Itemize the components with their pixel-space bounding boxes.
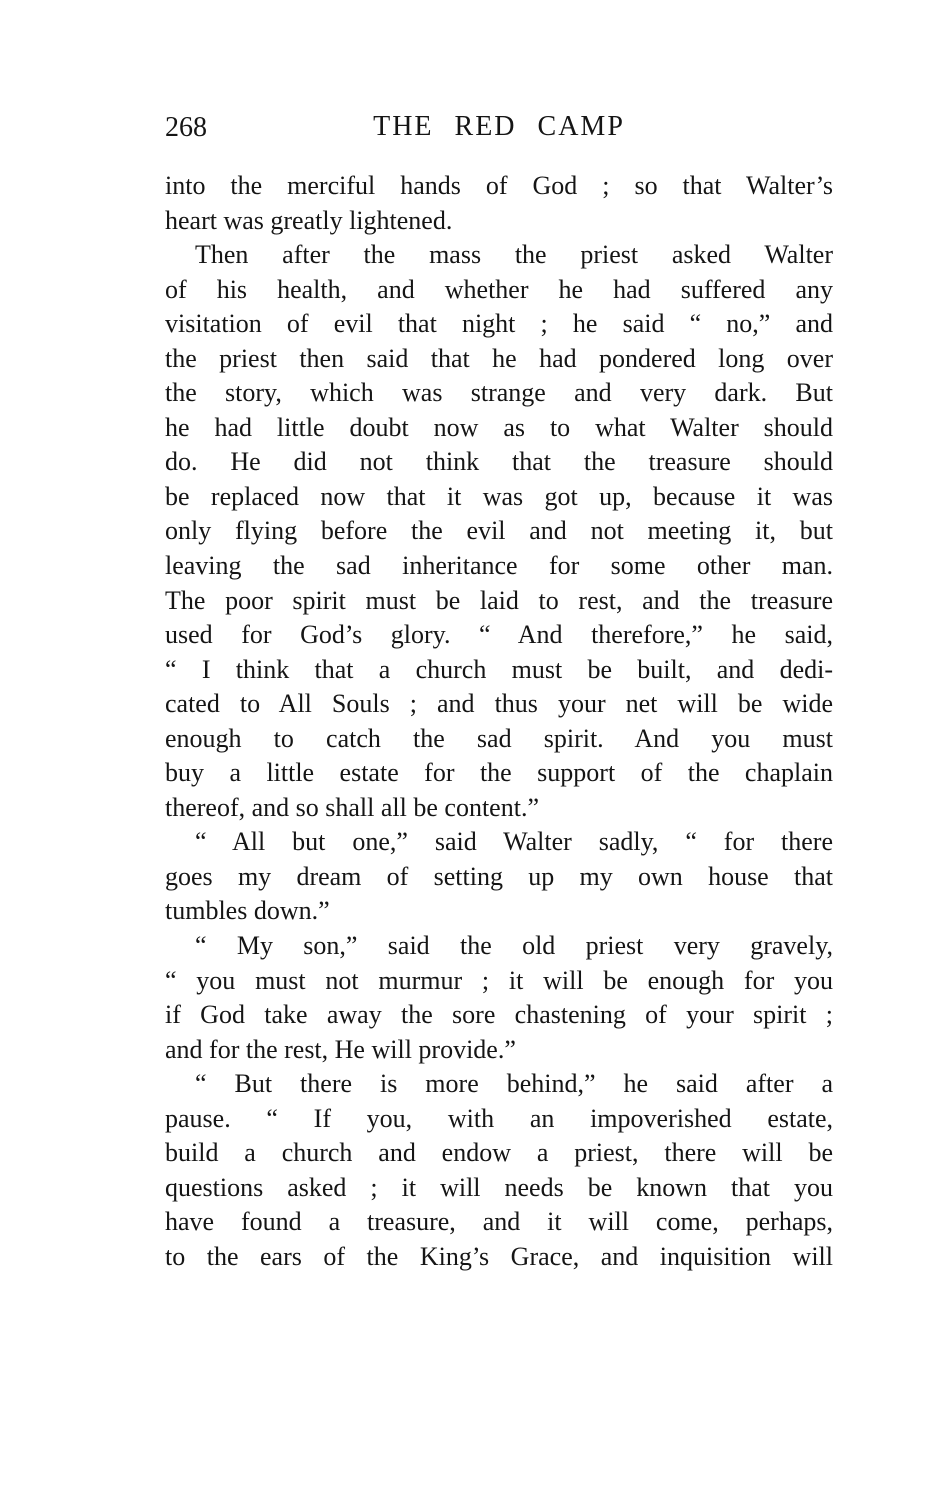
text-line: be replaced now that it was got up, because it was [165, 481, 833, 511]
text-line: into the merciful hands of God ; so that Walter’s [165, 171, 833, 200]
text-line: the priest then said that he had pondered long over [165, 343, 833, 373]
text-line: tumbles down.” [165, 896, 330, 926]
text-line: cated to All Souls ; and thus your net will be wide [165, 689, 833, 719]
text-line: “ you must not murmur ; it will be enough for you [165, 965, 833, 995]
text-line: to the ears of the King’s Grace, and inquisition will [165, 1241, 833, 1271]
text-line: “ All but one,” said Walter sadly, “ for there [195, 827, 833, 857]
page-number: 268 [165, 112, 207, 143]
text-line: pause. “ If you, with an impoverished estate, [165, 1103, 833, 1133]
text-line: The poor spirit must be laid to rest, and the treasure [165, 585, 833, 615]
text-line: “ I think that a church must be built, and dedi- [165, 654, 833, 684]
text-line: goes my dream of setting up my own house that [165, 861, 833, 891]
running-title: THE RED CAMP [373, 111, 625, 142]
text-line: visitation of evil that night ; he said “ no,” and [165, 309, 833, 339]
text-line: of his health, and whether he had suffered any [165, 274, 833, 304]
text-line: “ My son,” said the old priest very gravely, [195, 931, 833, 961]
text-line: questions asked ; it will needs be known that you [165, 1172, 833, 1202]
text-line: have found a treasure, and it will come, perhaps, [165, 1207, 833, 1237]
text-line: thereof, and so shall all be content.” [165, 792, 539, 822]
text-line: the story, which was strange and very dark. But [165, 378, 833, 408]
text-line: do. He did not think that the treasure should [165, 447, 833, 477]
page-header [165, 110, 833, 148]
text-line: leaving the sad inheritance for some other man. [165, 551, 833, 581]
text-line: if God take away the sore chastening of your spirit ; [165, 1000, 833, 1030]
text-line: he had little doubt now as to what Walter should [165, 412, 833, 442]
text-line: build a church and endow a priest, there will be [165, 1138, 833, 1168]
text-line: Then after the mass the priest asked Walter [195, 240, 833, 270]
text-line: and for the rest, He will provide.” [165, 1034, 516, 1064]
text-line: buy a little estate for the support of the chaplain [165, 758, 833, 788]
body-text [165, 169, 833, 1275]
text-line: used for God’s glory. “ And therefore,” he said, [165, 620, 833, 650]
text-line: “ But there is more behind,” he said after a [195, 1069, 833, 1099]
text-line: enough to catch the sad spirit. And you must [165, 723, 833, 753]
text-line: only flying before the evil and not meeting it, but [165, 516, 833, 546]
text-line: heart was greatly lightened. [165, 205, 453, 235]
